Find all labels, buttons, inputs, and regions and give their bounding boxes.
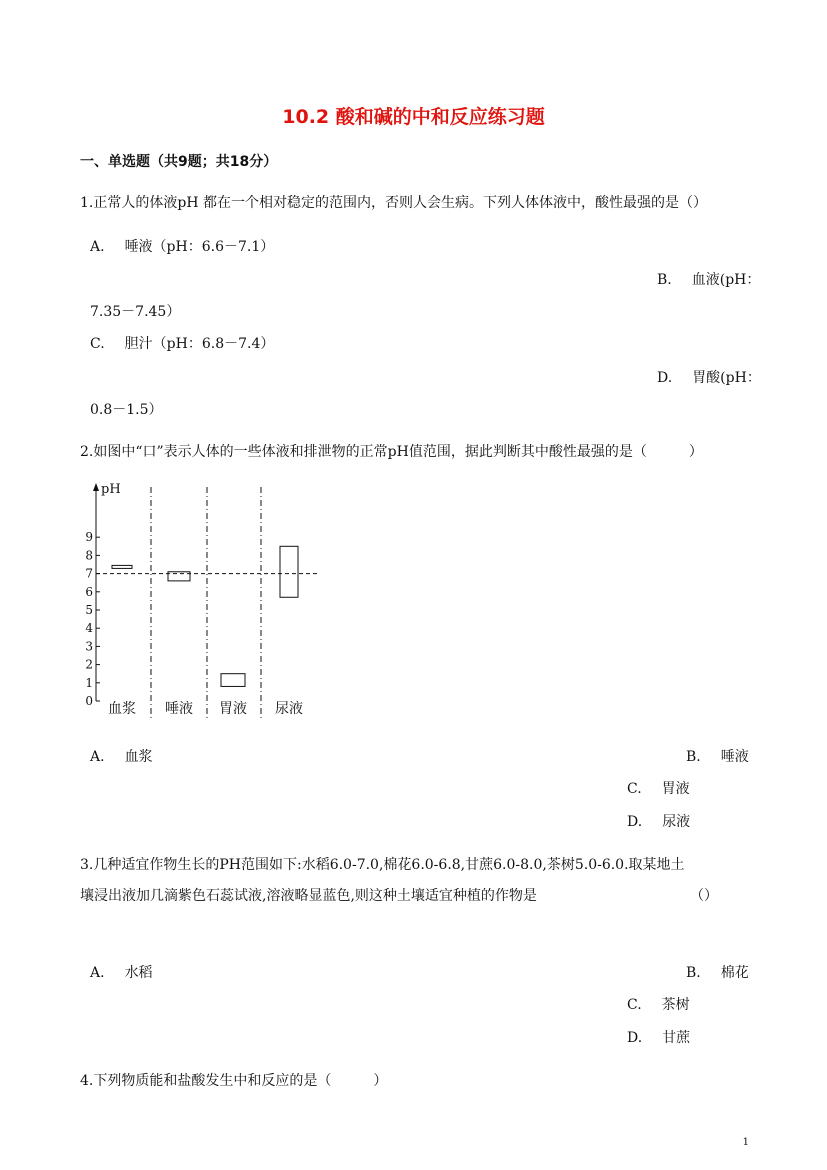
question-1-stem: 1.正常人的体液pH 都在一个相对稳定的范围内，否则人会生病。下列人体体液中，酸性最强的是（） xyxy=(80,195,707,211)
range-box-2 xyxy=(168,572,190,581)
option-text: 血浆 xyxy=(124,749,153,765)
page-number: 1 xyxy=(742,1137,749,1148)
chart-marks xyxy=(112,546,298,686)
y-tick-label: 5 xyxy=(85,603,93,617)
q2-option-c[interactable] xyxy=(627,779,690,799)
y-tick-label: 1 xyxy=(85,675,93,690)
question-2-stem: 2.如图中“口”表示人体的一些体液和排泄物的正常pH值范围，据此判断其中酸性最强的是（ ） xyxy=(80,444,703,460)
ph-range-chart xyxy=(80,475,330,720)
category-label: 血浆 xyxy=(108,701,136,717)
y-axis-label: pH xyxy=(101,482,121,497)
y-axis-arrow xyxy=(93,483,99,491)
option-text: 胃酸(pH： xyxy=(692,370,761,386)
y-tick-label: 3 xyxy=(85,639,93,654)
q2-option-b[interactable] xyxy=(686,747,749,767)
option-letter: C. xyxy=(90,336,105,352)
q1-option-d[interactable] xyxy=(657,368,761,388)
option-letter: A. xyxy=(90,965,105,981)
option-letter: A. xyxy=(90,749,105,765)
q2-option-d[interactable] xyxy=(627,812,690,832)
option-text: 唾液 xyxy=(720,749,749,765)
category-label: 胃液 xyxy=(219,701,247,717)
y-tick-label: 6 xyxy=(85,584,93,599)
option-letter: D. xyxy=(627,814,643,830)
y-tick-label: 0 xyxy=(85,694,93,708)
question-3-stem-line2: 壤浸出液加几滴紫色石蕊试液,溶液略显蓝色,则这种土壤适宜种植的作物是 xyxy=(80,888,537,904)
q3-option-d[interactable] xyxy=(627,1028,690,1048)
option-letter: B. xyxy=(657,272,672,288)
option-letter: D. xyxy=(627,1030,643,1046)
option-text: 茶树 xyxy=(661,997,690,1013)
page-title: 10.2 酸和碱的中和反应练习题 xyxy=(282,106,545,128)
q3-option-c[interactable] xyxy=(627,995,690,1015)
option-letter: A. xyxy=(90,239,105,255)
option-letter: B. xyxy=(686,749,701,765)
q1-option-c[interactable] xyxy=(90,334,274,354)
question-4-stem: 4.下列物质能和盐酸发生中和反应的是（ ） xyxy=(80,1073,388,1089)
option-text: 甘蔗 xyxy=(662,1030,691,1046)
option-letter: B. xyxy=(686,965,701,981)
q2-option-a[interactable] xyxy=(90,747,153,767)
y-tick-label: 7 xyxy=(85,566,93,581)
range-box-4 xyxy=(280,546,298,597)
q3-option-b[interactable] xyxy=(686,963,749,983)
y-tick-label: 8 xyxy=(85,548,93,563)
chart-labels xyxy=(108,700,303,717)
range-box-1 xyxy=(112,565,132,568)
q1-option-d-continued: 0.8－1.5） xyxy=(90,402,163,418)
option-text: 唾液（pH：6.6－7.1） xyxy=(124,239,275,255)
option-text: 尿液 xyxy=(662,814,691,830)
y-tick-label: 2 xyxy=(85,657,93,672)
question-3-stem-line1: 3.几种适宜作物生长的PH范围如下:水稻6.0-7.0,棉花6.0-6.8,甘蔗6.0-8.0,茶树5.0-6.0.取某地土 xyxy=(80,857,685,873)
chart-axes xyxy=(85,482,320,719)
option-letter: C. xyxy=(627,997,642,1013)
q3-option-a[interactable] xyxy=(90,963,153,983)
option-text: 血液(pH： xyxy=(691,272,761,288)
q1-option-b[interactable] xyxy=(657,270,760,290)
category-label: 尿液 xyxy=(275,701,303,717)
y-tick-label: 4 xyxy=(85,621,93,636)
option-text: 胃液 xyxy=(661,781,690,797)
option-text: 胆汁（pH：6.8－7.4） xyxy=(124,336,275,352)
option-text: 水稻 xyxy=(124,965,153,981)
q1-option-a[interactable] xyxy=(90,237,274,257)
option-letter: C. xyxy=(627,781,642,797)
section-heading: 一、单选题（共9题；共18分） xyxy=(80,154,278,170)
option-letter: D. xyxy=(657,370,673,386)
q1-option-b-continued: 7.35－7.45） xyxy=(90,304,181,320)
question-3-answer-paren: （） xyxy=(690,888,718,904)
option-text: 棉花 xyxy=(720,965,749,981)
y-tick-label: 9 xyxy=(85,530,93,545)
range-box-3 xyxy=(221,674,245,687)
category-label: 唾液 xyxy=(165,701,193,717)
